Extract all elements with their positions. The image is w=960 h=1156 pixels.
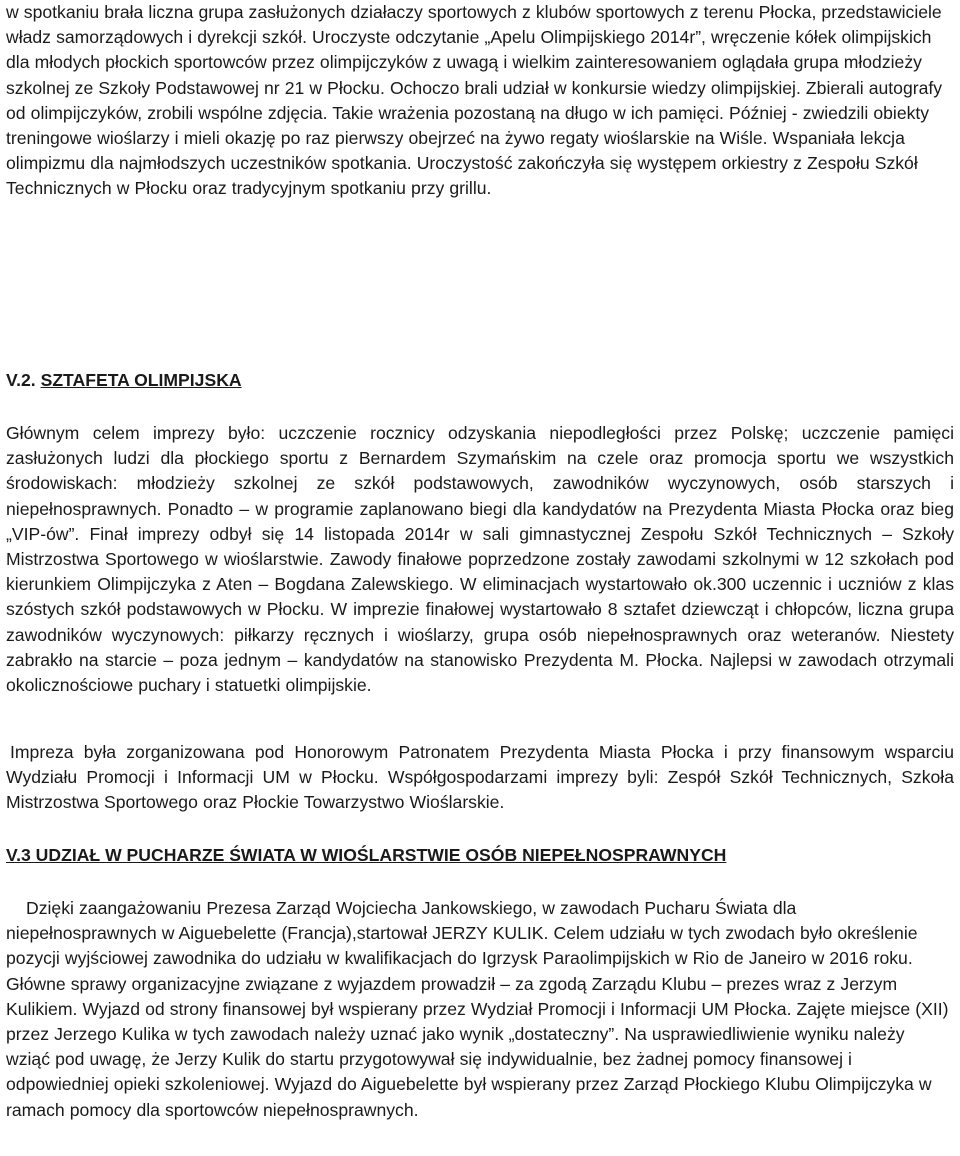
- section-v2-number: V.2.: [6, 370, 36, 390]
- section-v3-paragraph-1: Dzięki zaangażowaniu Prezesa Zarząd Wojciecha Jankowskiego, w zawodach Pucharu Świata dla niepełnosprawnych w Aiguebelette (Francja),startował JERZY KULIK. Celem udziału w tych zwodach było określenie pozycji wyjściowej zawodnika do udziału w kwalifikacjach do Igrzysk Paraolimpijskich w Rio de Janeiro w 2016 roku. Główne sprawy organizacyjne związane z wyjazdem prowadził – za zgodą Zarządu Klubu – prezes wraz z Jerzym Kulikiem. Wyjazd od strony finansowej był wspierany przez Wydział Promocji i Informacji UM Płocka. Zajęte miejsce (XII) przez Jerzego Kulika w tych zawodach należy uznać jako wynik „dostateczny”. Na usprawiedliwienie wyniku należy wziąć pod uwagę, że Jerzy Kulik do startu przygotowywał się indywidualnie, bez żadnej pomocy finansowej i odpowiedniej opieki szkoleniowej. Wyjazd do Aiguebelette był wspierany przez Zarząd Płockiego Klubu Olimpijczyka w ramach pomocy dla sportowców niepełnosprawnych.: [6, 898, 949, 1120]
- section-v2-paragraph-2: Impreza była zorganizowana pod Honorowym Patronatem Prezydenta Miasta Płocka i przy finansowym wsparciu Wydziału Promocji i Informacji UM w Płocku. Współgospodarzami imprezy byli: Zespół Szkół Technicznych, Szkoła Mistrzostwa Sportowego oraz Płockie Towarzystwo Wioślarskie.: [6, 742, 954, 813]
- section-v2-paragraph-1: Głównym celem imprezy było: uczczenie rocznicy odzyskania niepodległości przez Polskę; uczczenie pamięci zasłużonych ludzi dla płockiego sportu z Bernardem Szymańskim na czele oraz promocja sportu we wszystkich środowiskach: młodzieży szkolnej ze szkół podstawowych, zawodników wyczynowych, osób starszych i niepełnosprawnych. Ponadto – w programie zaplanowano biegi dla kandydatów na Prezydenta Miasta Płocka oraz bieg „VIP-ów”. Finał imprezy odbył się 14 listopada 2014r w sali gimnastycznej Zespołu Szkół Technicznych – Szkoły Mistrzostwa Sportowego w wioślarstwie. Zawody finałowe poprzedzone zostały zawodami szkolnymi w 12 szkołach pod kierunkiem Olimpijczyka z Aten – Bogdana Zalewskiego. W eliminacjach wystartowało ok.300 uczennic i uczniów z klas szóstych szkół podstawowych w Płocku. W imprezie finałowej wystartowało 8 sztafet dziewcząt i chłopców, liczna grupa zawodników wyczynowych: piłkarzy ręcznych i wioślarzy, grupa osób niepełnosprawnych oraz weteranów. Niestety zabrakło na starcie – poza jednym – kandydatów na stanowisko Prezydenta M. Płocka. Najlepsi w zawodach otrzymali okolicznościowe puchary i statuetki olimpijskie.: [6, 423, 954, 696]
- section-v3-heading: V.3 UDZIAŁ W PUCHARZE ŚWIATA W WIOŚLARSTWIE OSÓB NIEPEŁNOSPRAWNYCH: [6, 845, 727, 865]
- section-v2-heading: [6, 368, 242, 393]
- section-v2-title: SZTAFETA OLIMPIJSKA: [40, 370, 242, 390]
- intro-paragraph: w spotkaniu brała liczna grupa zasłużonych działaczy sportowych z klubów sportowych z terenu Płocka, przedstawiciele władz samorządowych i dyrekcji szkół. Uroczyste odczytanie „Apelu Olimpijskiego 2014r”, wręczenie kółek olimpijskich dla młodych płockich sportowców przez olimpijczyków z uwagą i wielkim zainteresowaniem oglądała grupa młodzieży szkolnej ze Szkoły Podstawowej nr 21 w Płocku. Ochoczo brali udział w konkursie wiedzy olimpijskiej. Zbierali autografy od olimpijczyków, zrobili wspólne zdjęcia. Takie wrażenia pozostaną na długo w ich pamięci. Później - zwiedzili obiekty treningowe wioślarzy i mieli okazję po raz pierwszy obejrzeć na żywo regaty wioślarskie na Wiśle. Wspaniała lekcja olimpizmu dla najmłodszych uczestników spotkania. Uroczystość zakończyła się występem orkiestry z Zespołu Szkół Technicznych w Płocku oraz tradycyjnym spotkaniu przy grillu.: [6, 2, 943, 199]
